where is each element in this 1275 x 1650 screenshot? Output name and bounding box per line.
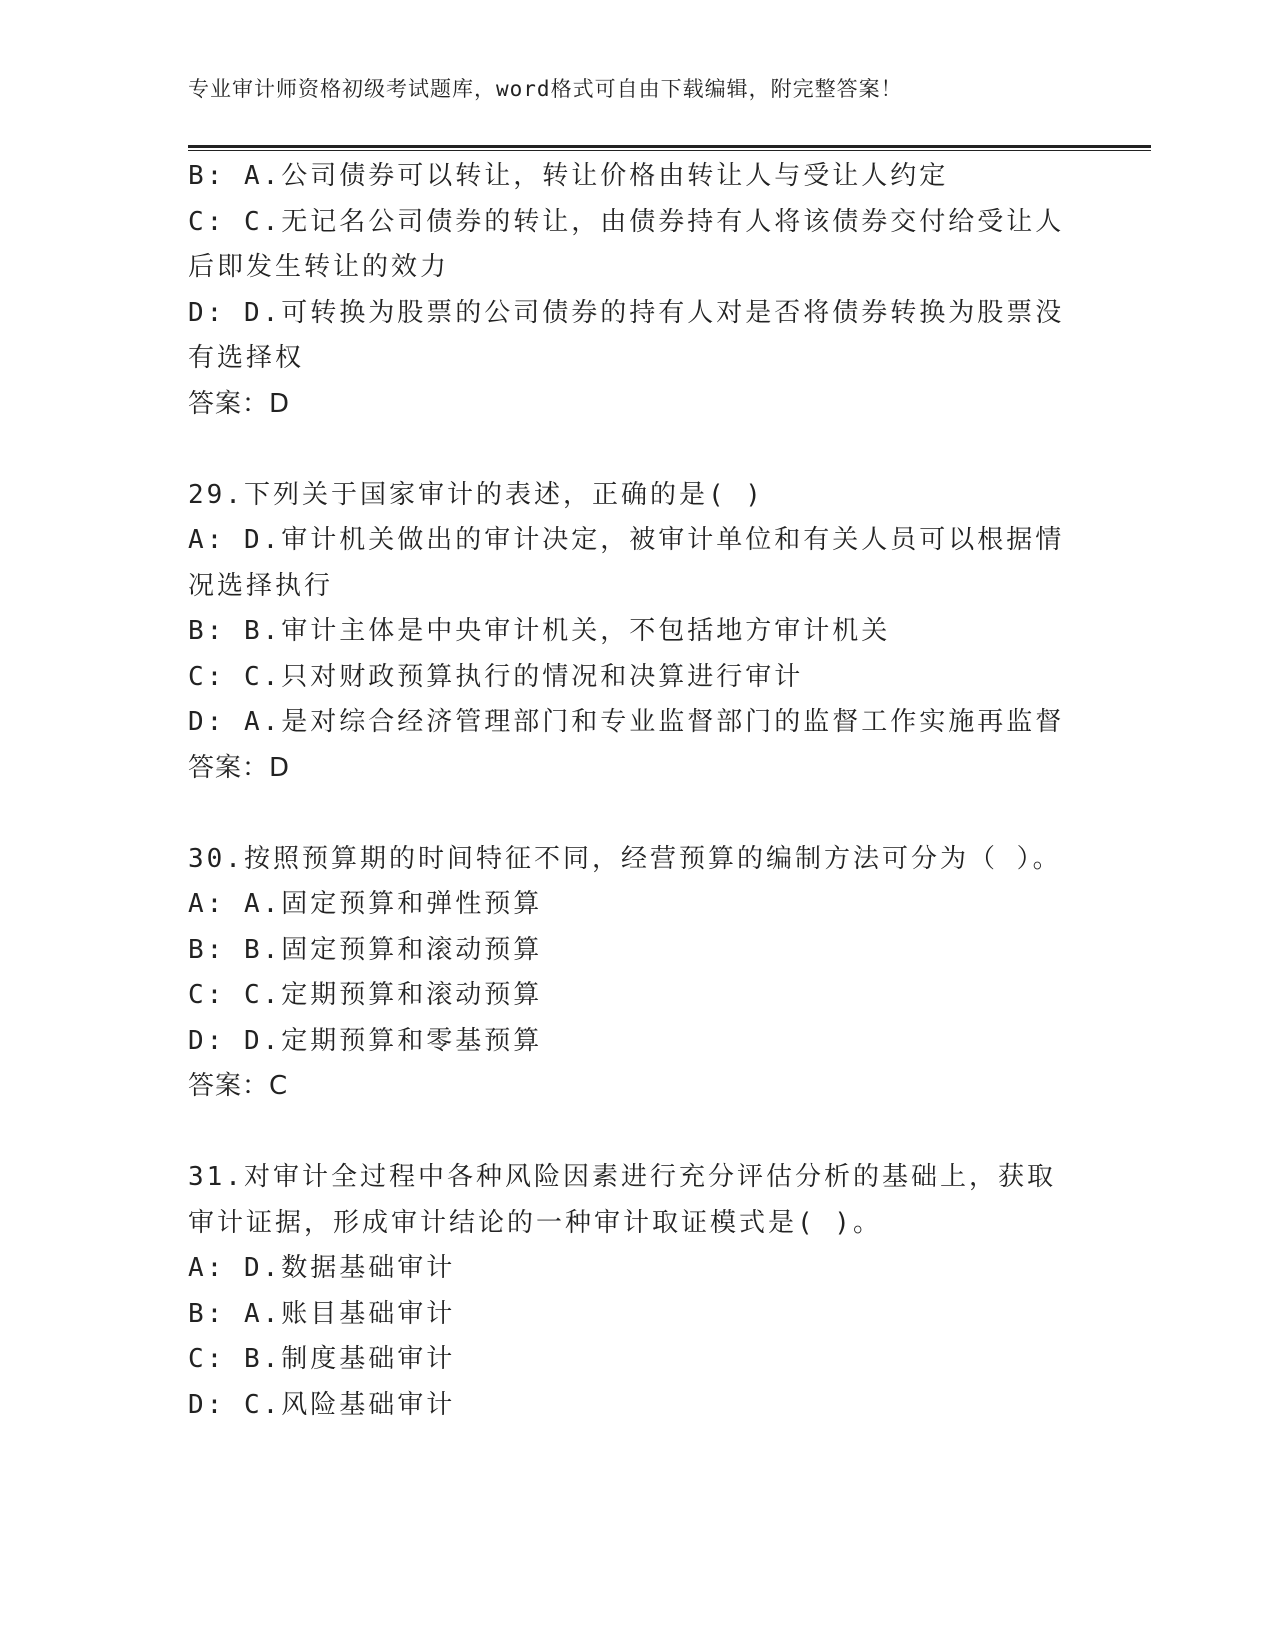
- question-stem: 29.下列关于国家审计的表述，正确的是( ): [188, 479, 764, 510]
- option-d: D: C.风险基础审计: [188, 1389, 456, 1420]
- question-stem: 31.对审计全过程中各种风险因素进行充分评估分析的基础上，获取审计证据，形成审计结论的一种审计取证模式是( )。: [188, 1162, 1056, 1238]
- question-30: [188, 837, 1068, 1110]
- option-c: C: C.定期预算和滚动预算: [188, 980, 543, 1010]
- answer: 答案：D: [188, 752, 291, 783]
- option-b: B: B.固定预算和滚动预算: [188, 934, 543, 965]
- option-a: A: D.审计机关做出的审计决定，被审计单位和有关人员可以根据情况选择执行: [188, 525, 1065, 601]
- question-list: [188, 154, 1068, 1428]
- question-31: [188, 1155, 1068, 1428]
- option-b: B: A.公司债券可以转让，转让价格由转让人与受让人约定: [188, 161, 949, 191]
- option-d: D: D.可转换为股票的公司债券的持有人对是否将债券转换为股票没有选择权: [188, 297, 1065, 373]
- option-c: C: C.无记名公司债券的转让，由债券持有人将该债券交付给受让人后即发生转让的效力: [188, 206, 1065, 282]
- option-c: C: B.制度基础审计: [188, 1344, 456, 1374]
- question-stem: 30.按照预算期的时间特征不同，经营预算的编制方法可分为（ ）。: [188, 843, 1062, 874]
- option-d: D: A.是对综合经济管理部门和专业监督部门的监督工作实施再监督: [188, 707, 1065, 737]
- option-c: C: C.只对财政预算执行的情况和决算进行审计: [188, 661, 804, 692]
- header-divider: [188, 145, 1151, 151]
- option-b: B: B.审计主体是中央审计机关，不包括地方审计机关: [188, 616, 891, 646]
- option-a: A: D.数据基础审计: [188, 1253, 456, 1283]
- spacer: [188, 791, 1068, 837]
- answer: 答案：C: [188, 1071, 289, 1101]
- page-header: 专业审计师资格初级考试题库，word格式可自由下载编辑，附完整答案！: [188, 77, 903, 101]
- spacer: [188, 427, 1068, 473]
- document-page: [188, 0, 1148, 1650]
- option-d: D: D.定期预算和零基预算: [188, 1025, 543, 1056]
- question-28-continued: [188, 154, 1068, 427]
- answer: 答案：D: [188, 388, 291, 419]
- option-a: A: A.固定预算和弹性预算: [188, 889, 543, 919]
- question-29: [188, 473, 1068, 792]
- option-b: B: A.账目基础审计: [188, 1298, 456, 1329]
- spacer: [188, 1110, 1068, 1156]
